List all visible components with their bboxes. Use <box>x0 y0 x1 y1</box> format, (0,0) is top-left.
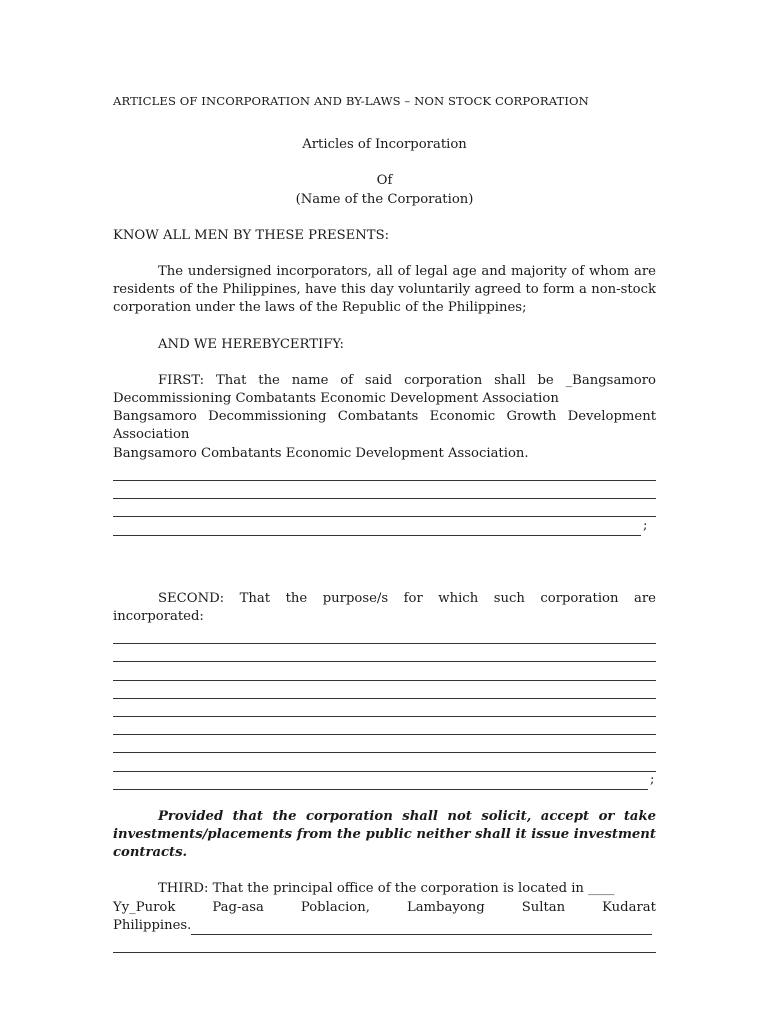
blank-line[interactable] <box>113 935 656 953</box>
third-article-text: THIRD: That the principal office of the corporation is located in ____ <box>158 881 615 897</box>
certify-heading: AND WE HEREBYCERTIFY: <box>158 336 344 352</box>
third-article <box>113 880 656 953</box>
word: Decommissioning <box>208 409 327 425</box>
blank-line[interactable] <box>113 463 656 481</box>
document-header: ARTICLES OF INCORPORATION AND BY-LAWS – NON STOCK CORPORATION <box>113 94 589 108</box>
word: Yy_Purok <box>113 899 176 915</box>
word: Poblacion, <box>300 899 370 915</box>
blank-line[interactable] <box>113 481 656 499</box>
word: Kudarat <box>602 899 656 915</box>
first-article-name-2 <box>113 408 656 426</box>
blank-line[interactable] <box>113 681 656 699</box>
blank-line-terminated[interactable] <box>113 772 656 790</box>
document-page <box>113 92 656 953</box>
blank-line[interactable] <box>113 753 656 771</box>
blank-line[interactable] <box>113 626 656 644</box>
blank-rule[interactable] <box>191 919 652 935</box>
blank-rule <box>113 774 648 790</box>
proviso-paragraph: Provided that the corporation shall not solicit, accept or take investments/placements from the public neither shall it issue investment contracts. <box>113 808 656 861</box>
second-article-text: SECOND: That the purpose/s for which such corporation are incorporated: <box>113 590 656 624</box>
word: Economic <box>429 409 496 425</box>
third-article-address <box>113 899 656 917</box>
intro-paragraph: The undersigned incorporators, all of legal age and majority of whom are residents of the Philippines, have this day voluntarily agreed to form a non-stock corporation under the laws of the Republic of the Philippines; <box>113 264 656 316</box>
first-article <box>113 372 656 536</box>
blank-line[interactable] <box>113 499 656 517</box>
second-article <box>113 590 656 790</box>
word: Pag-asa <box>212 899 264 915</box>
word: Lambayong <box>406 899 485 915</box>
word: Growth <box>506 409 557 425</box>
document-title: Articles of Incorporation <box>302 137 467 153</box>
blank-line[interactable] <box>113 644 656 662</box>
word: Philippines. <box>113 917 192 933</box>
word: Bangsamoro <box>113 409 197 425</box>
blank-line[interactable] <box>113 735 656 753</box>
word: Sultan <box>521 899 566 915</box>
know-all-heading: KNOW ALL MEN BY THESE PRESENTS: <box>113 227 390 243</box>
first-article-name-3: Bangsamoro Combatants Economic Development Association. <box>113 445 529 461</box>
first-article-text: FIRST: That the name of said corporation shall be _Bangsamoro Decommissioning Combatants Economic Development Association <box>113 372 656 407</box>
terminator: ; <box>650 772 655 788</box>
blank-rule <box>113 520 641 536</box>
blank-line-terminated[interactable] <box>113 517 656 535</box>
blank-line[interactable] <box>113 699 656 717</box>
blank-line[interactable] <box>113 717 656 735</box>
third-article-address-2 <box>113 917 656 935</box>
word: Development <box>567 409 656 425</box>
terminator: ; <box>643 518 648 534</box>
blank-line[interactable] <box>113 662 656 680</box>
of-label: Of <box>376 173 393 189</box>
word: Combatants <box>337 409 419 425</box>
first-article-name-2-end: Association <box>113 427 190 443</box>
corporation-name-placeholder: (Name of the Corporation) <box>295 191 474 207</box>
